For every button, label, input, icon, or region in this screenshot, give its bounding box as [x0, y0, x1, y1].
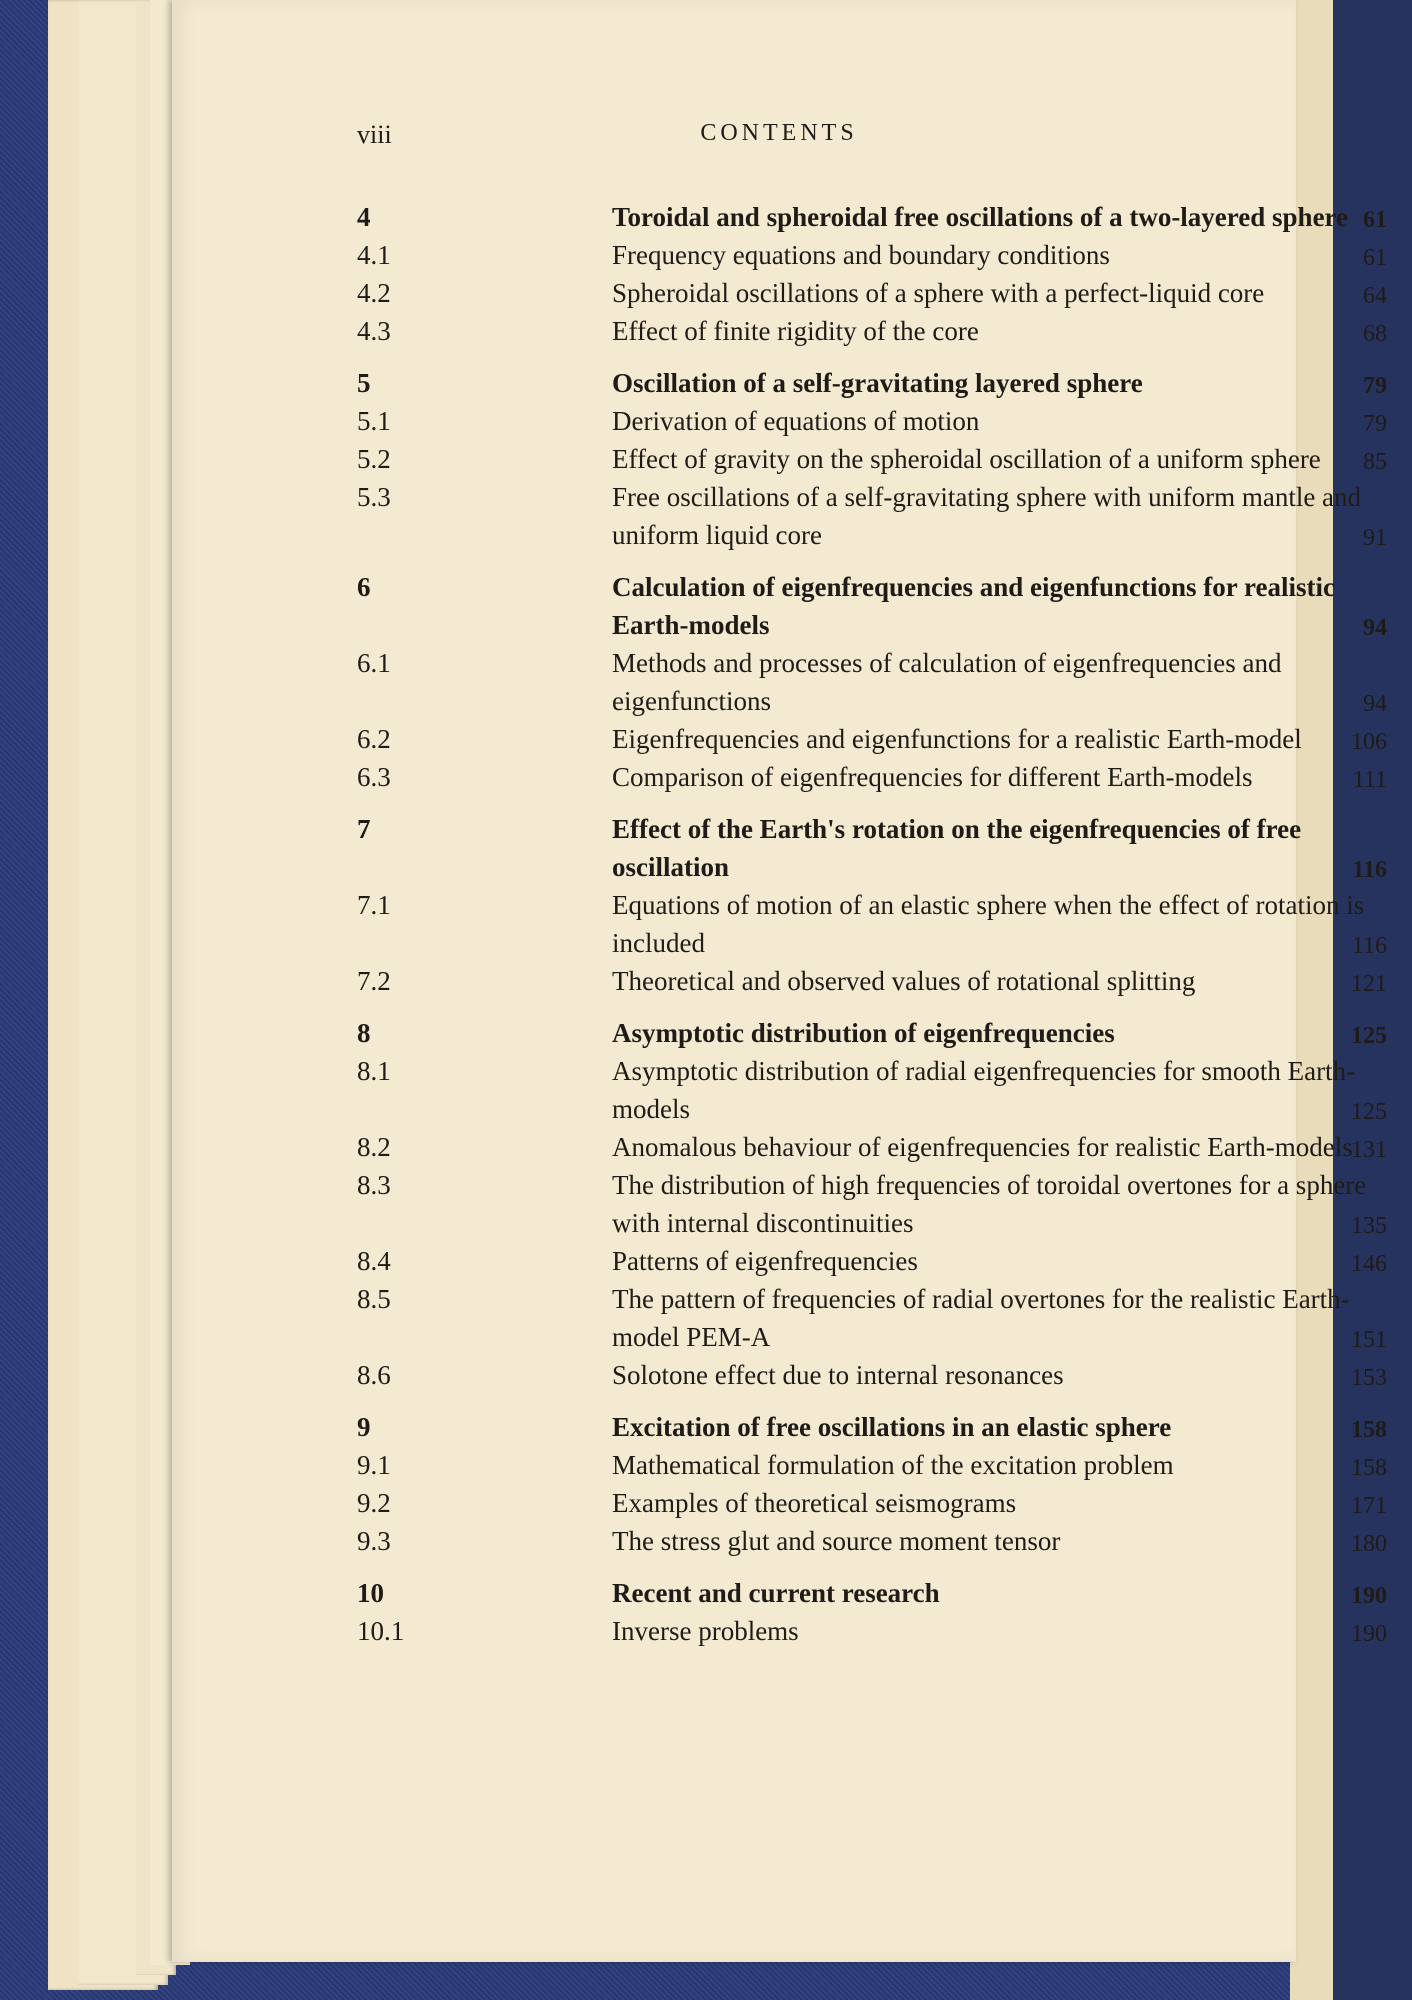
entry-page-number: 94 — [1363, 615, 1387, 641]
toc-section-entry — [357, 274, 1405, 312]
entry-number: 5 — [357, 368, 371, 398]
entry-page-number: 190 — [1351, 1621, 1387, 1647]
entry-number: 4.1 — [357, 240, 391, 270]
entry-number: 6.2 — [357, 724, 391, 754]
entry-number: 9 — [357, 1412, 371, 1442]
entry-number: 8.4 — [357, 1246, 391, 1276]
entry-title: Comparison of eigenfrequencies for different Earth-models — [612, 762, 1253, 792]
entry-page-number: 135 — [1351, 1213, 1387, 1239]
entry-title: Methods and processes of calculation of eigenfrequencies and eigenfunctions — [612, 648, 1282, 716]
running-title: CONTENTS — [700, 120, 858, 146]
entry-page-number: 116 — [1352, 857, 1387, 883]
entry-number: 8 — [357, 1018, 371, 1048]
contents-page — [172, 0, 1387, 1962]
toc-section-entry — [357, 1128, 1405, 1166]
toc-chapter-entry — [357, 568, 1405, 644]
entry-number: 5.2 — [357, 444, 391, 474]
entry-number: 8.1 — [357, 1056, 391, 1086]
entry-page-number: 79 — [1363, 411, 1387, 437]
entry-number: 6.3 — [357, 762, 391, 792]
entry-title: Spheroidal oscillations of a sphere with a perfect-liquid core — [612, 278, 1265, 308]
toc-chapter-entry — [357, 1408, 1405, 1446]
toc-section-entry — [357, 1242, 1405, 1280]
entry-page-number: 61 — [1363, 207, 1387, 233]
entry-number: 7 — [357, 814, 371, 844]
entry-page-number: 190 — [1351, 1583, 1387, 1609]
entry-title: Calculation of eigenfrequencies and eigenfunctions for realistic Earth-models — [612, 572, 1335, 640]
toc-section-entry — [357, 1484, 1405, 1522]
page-header — [172, 120, 1296, 160]
entry-page-number: 79 — [1363, 373, 1387, 399]
entry-title: Toroidal and spheroidal free oscillations of a two-layered sphere — [612, 202, 1349, 232]
toc-section-entry — [357, 1166, 1405, 1242]
entry-title: Mathematical formulation of the excitation problem — [612, 1450, 1174, 1480]
entry-number: 10 — [357, 1578, 384, 1608]
toc-section-entry — [357, 758, 1405, 796]
entry-page-number: 121 — [1351, 971, 1387, 997]
toc-chapter-entry — [357, 810, 1405, 886]
entry-title: Oscillation of a self-gravitating layered sphere — [612, 368, 1143, 398]
toc-section-entry — [357, 236, 1405, 274]
entry-title: The stress glut and source moment tensor — [612, 1526, 1061, 1556]
toc-section-entry — [357, 1356, 1405, 1394]
entry-page-number: 116 — [1351, 933, 1387, 959]
entry-title: Derivation of equations of motion — [612, 406, 980, 436]
toc-chapter-entry — [357, 1574, 1405, 1612]
entry-page-number: 158 — [1351, 1455, 1387, 1481]
page-number: viii — [357, 120, 392, 149]
entry-title: Recent and current research — [612, 1578, 940, 1608]
entry-title: Asymptotic distribution of radial eigenfrequencies for smooth Earth-models — [612, 1056, 1356, 1124]
entry-title: Theoretical and observed values of rotational splitting — [612, 966, 1196, 996]
entry-number: 9.2 — [357, 1488, 391, 1518]
entry-page-number: 111 — [1352, 767, 1387, 793]
entry-page-number: 91 — [1363, 525, 1387, 551]
entry-title: Inverse problems — [612, 1616, 799, 1646]
toc-section-entry — [357, 720, 1405, 758]
entry-page-number: 158 — [1351, 1417, 1387, 1443]
entry-number: 6 — [357, 572, 371, 602]
toc-section-entry — [357, 644, 1405, 720]
entry-number: 8.5 — [357, 1284, 391, 1314]
toc-section-entry — [357, 312, 1405, 350]
entry-title: Effect of finite rigidity of the core — [612, 316, 979, 346]
entry-title: Effect of the Earth's rotation on the eigenfrequencies of free oscillation — [612, 814, 1302, 882]
toc-section-entry — [357, 1612, 1405, 1650]
entry-title: Frequency equations and boundary conditions — [612, 240, 1110, 270]
entry-number: 5.3 — [357, 482, 391, 512]
entry-page-number: 180 — [1351, 1531, 1387, 1557]
toc-section-entry — [357, 1522, 1405, 1560]
entry-title: Free oscillations of a self-gravitating sphere with uniform mantle and uniform liquid core — [612, 482, 1362, 550]
entry-number: 7.2 — [357, 966, 391, 996]
entry-title: Anomalous behaviour of eigenfrequencies for realistic Earth-models — [612, 1132, 1353, 1162]
entry-title: Excitation of free oscillations in an elastic sphere — [612, 1412, 1172, 1442]
entry-title: Eigenfrequencies and eigenfunctions for a realistic Earth-model — [612, 724, 1302, 754]
entry-number: 6.1 — [357, 648, 391, 678]
entry-page-number: 125 — [1351, 1099, 1387, 1125]
entry-page-number: 61 — [1363, 245, 1387, 271]
toc-section-entry — [357, 1052, 1405, 1128]
entry-page-number: 125 — [1351, 1023, 1387, 1049]
entry-title: Examples of theoretical seismograms — [612, 1488, 1017, 1518]
entry-number: 8.2 — [357, 1132, 391, 1162]
toc-section-entry — [357, 886, 1405, 962]
entry-title: Effect of gravity on the spheroidal oscillation of a uniform sphere — [612, 444, 1321, 474]
entry-page-number: 151 — [1351, 1327, 1387, 1353]
entry-number: 9.1 — [357, 1450, 391, 1480]
entry-title: Asymptotic distribution of eigenfrequencies — [612, 1018, 1115, 1048]
entry-page-number: 146 — [1351, 1251, 1387, 1277]
toc-section-entry — [357, 1446, 1405, 1484]
entry-title: Equations of motion of an elastic sphere when the effect of rotation is included — [612, 890, 1365, 958]
entry-number: 9.3 — [357, 1526, 391, 1556]
table-of-contents — [357, 198, 1405, 1650]
toc-section-entry — [357, 1280, 1405, 1356]
entry-page-number: 85 — [1363, 449, 1387, 475]
toc-section-entry — [357, 402, 1405, 440]
entry-title: Solotone effect due to internal resonances — [612, 1360, 1064, 1390]
entry-page-number: 94 — [1363, 691, 1387, 717]
entry-number: 4.3 — [357, 316, 391, 346]
toc-chapter-entry — [357, 198, 1405, 236]
entry-page-number: 153 — [1351, 1365, 1387, 1391]
entry-number: 4.2 — [357, 278, 391, 308]
entry-page-number: 68 — [1363, 321, 1387, 347]
entry-number: 8.6 — [357, 1360, 391, 1390]
entry-number: 8.3 — [357, 1170, 391, 1200]
entry-page-number: 106 — [1351, 729, 1387, 755]
entry-page-number: 131 — [1351, 1137, 1387, 1163]
entry-title: Patterns of eigenfrequencies — [612, 1246, 918, 1276]
toc-chapter-entry — [357, 364, 1405, 402]
entry-title: The pattern of frequencies of radial overtones for the realistic Earth-model PEM-A — [612, 1284, 1350, 1352]
toc-section-entry — [357, 478, 1405, 554]
entry-number: 7.1 — [357, 890, 391, 920]
entry-number: 4 — [357, 202, 371, 232]
entry-page-number: 64 — [1363, 283, 1387, 309]
toc-section-entry — [357, 962, 1405, 1000]
entry-page-number: 171 — [1351, 1493, 1387, 1519]
entry-title: The distribution of high frequencies of toroidal overtones for a sphere with internal discontinuities — [612, 1170, 1367, 1238]
toc-section-entry — [357, 440, 1405, 478]
toc-chapter-entry — [357, 1014, 1405, 1052]
entry-number: 10.1 — [357, 1616, 405, 1646]
entry-number: 5.1 — [357, 406, 391, 436]
